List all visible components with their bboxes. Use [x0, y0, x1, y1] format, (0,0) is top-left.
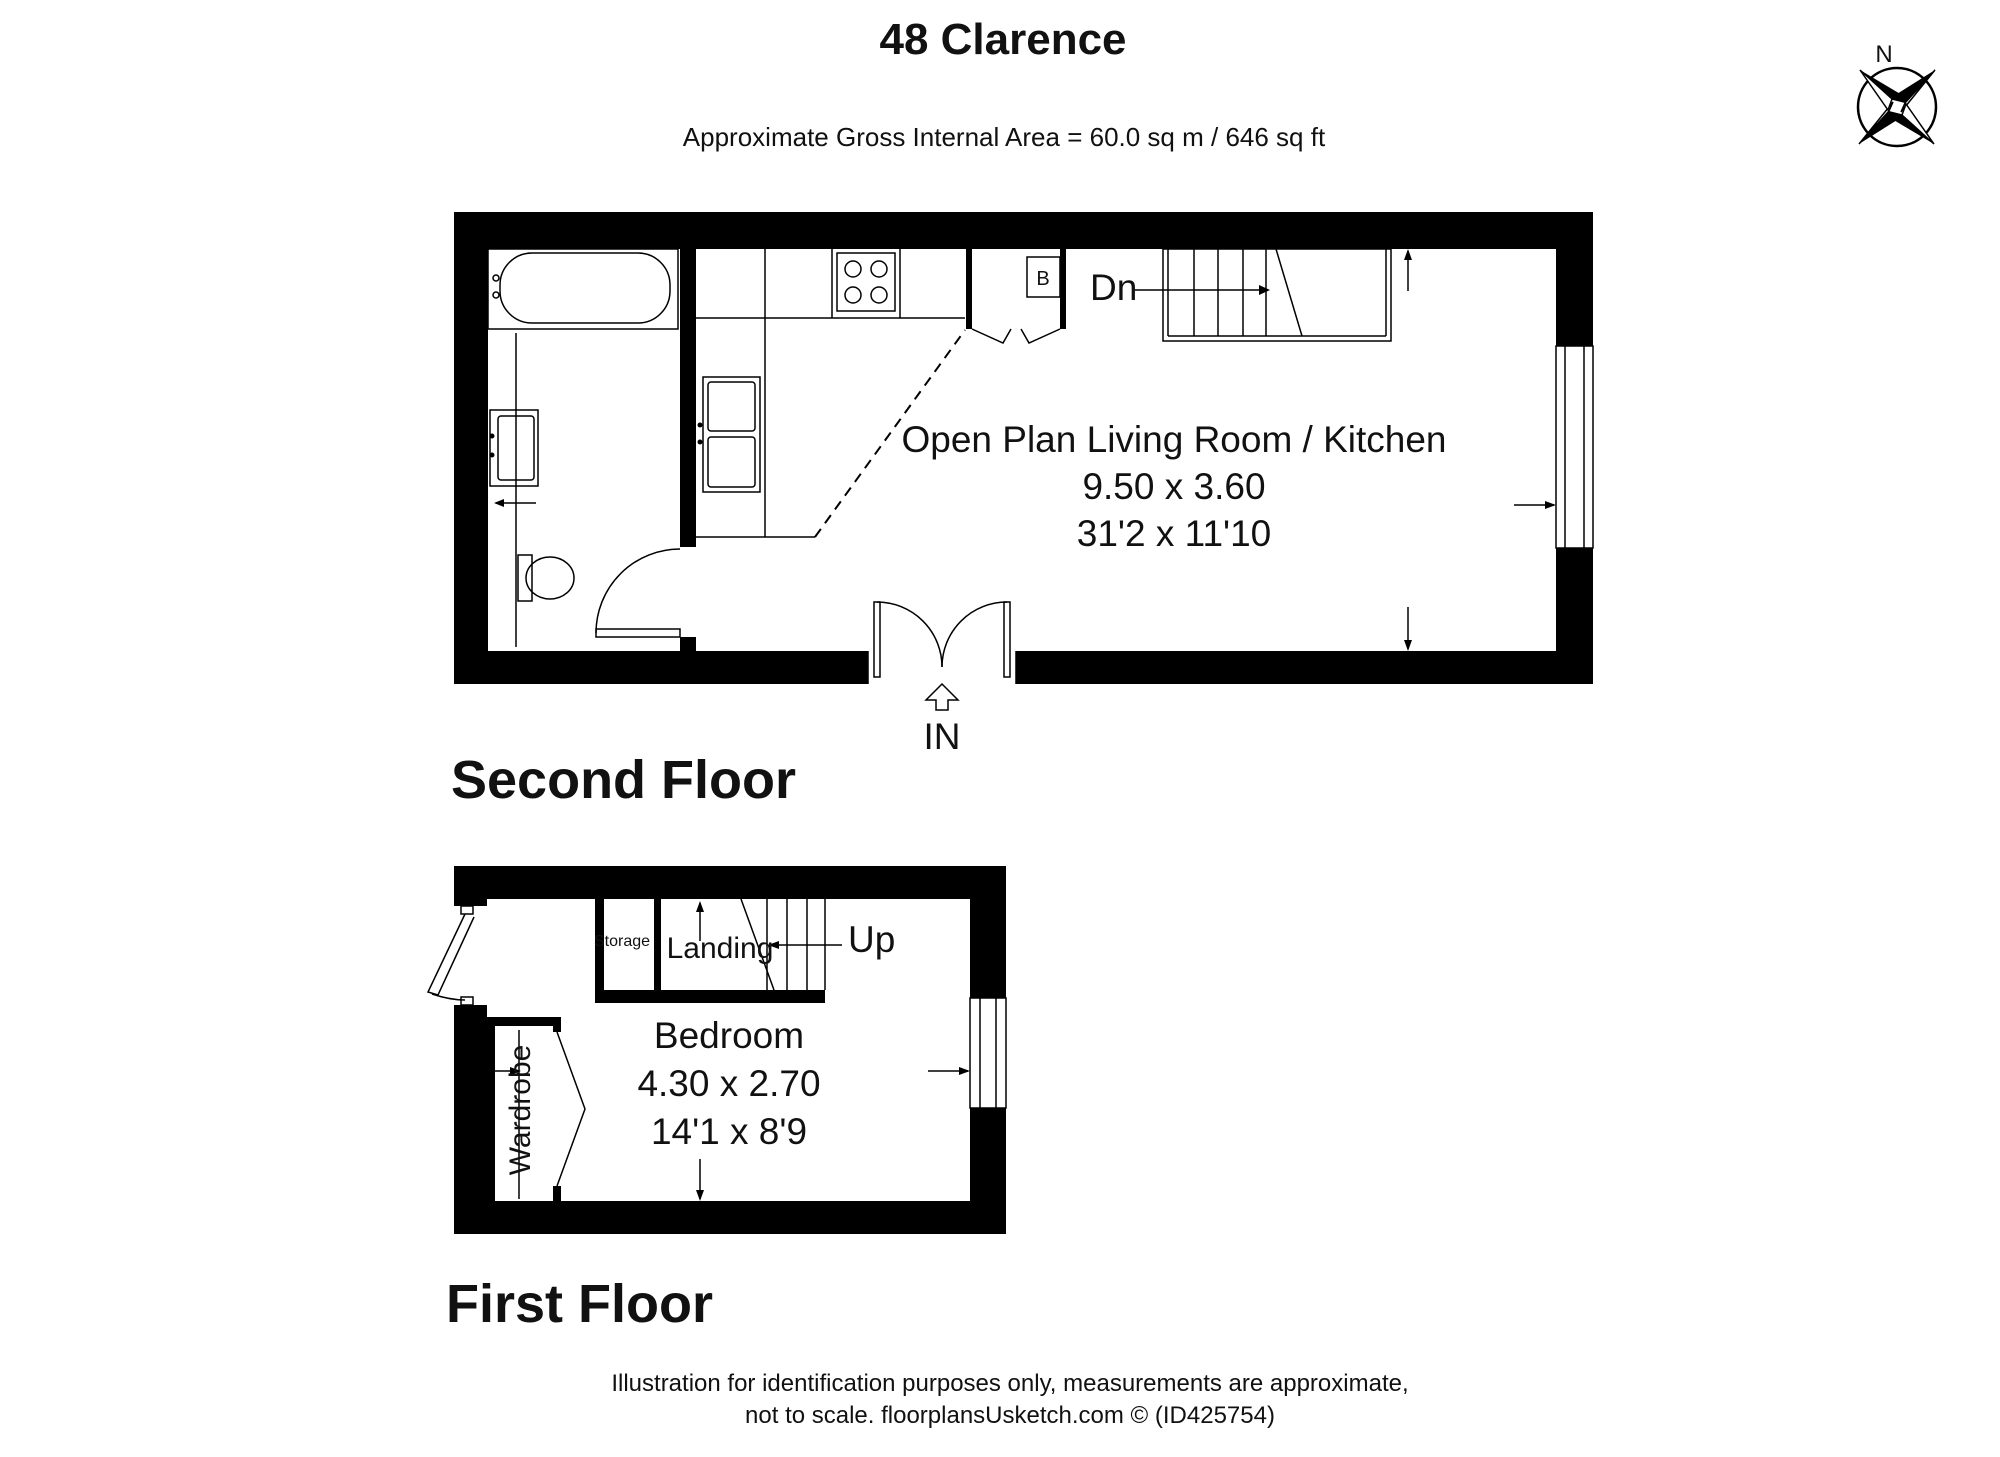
entrance-door: [868, 602, 1016, 684]
wardrobe-label: Wardrobe: [504, 1044, 537, 1176]
living-room-imperial: 31'2 x 11'10: [1076, 513, 1272, 554]
bedroom-imperial: 14'1 x 8'9: [650, 1111, 808, 1152]
disclaimer-line-2: not to scale. floorplansUsketch.com © (ID425754): [745, 1402, 1275, 1429]
entrance-label: IN: [923, 716, 961, 757]
entrance-arrow-icon: [926, 684, 958, 710]
landing-label: Landing: [666, 932, 774, 965]
disclaimer-line-1: Illustration for identification purposes only, measurements are approximate,: [611, 1370, 1409, 1397]
first-floor-plan: [428, 866, 1006, 1234]
stairs-down-label: Dn: [1090, 267, 1138, 308]
second-floor-heading: Second Floor: [451, 750, 797, 810]
storage-label: Storage: [593, 933, 651, 950]
compass-rose-icon: [1858, 41, 1936, 146]
gross-area-subtitle: Approximate Gross Internal Area = 60.0 sq m / 646 sq ft: [682, 122, 1326, 152]
first-floor-heading: First Floor: [446, 1274, 713, 1334]
bedroom-name: Bedroom: [653, 1015, 805, 1056]
compass-north-label: N: [1875, 41, 1893, 68]
staircase-down: [1133, 249, 1391, 341]
living-room-name: Open Plan Living Room / Kitchen: [901, 419, 1447, 460]
second-floor-plan: [454, 212, 1593, 757]
stairs-up-label: Up: [848, 919, 896, 960]
page-title: 48 Clarence: [879, 15, 1127, 64]
living-room-metric: 9.50 x 3.60: [1082, 466, 1266, 507]
bedroom-metric: 4.30 x 2.70: [637, 1063, 821, 1104]
boiler-label: B: [1036, 268, 1050, 290]
